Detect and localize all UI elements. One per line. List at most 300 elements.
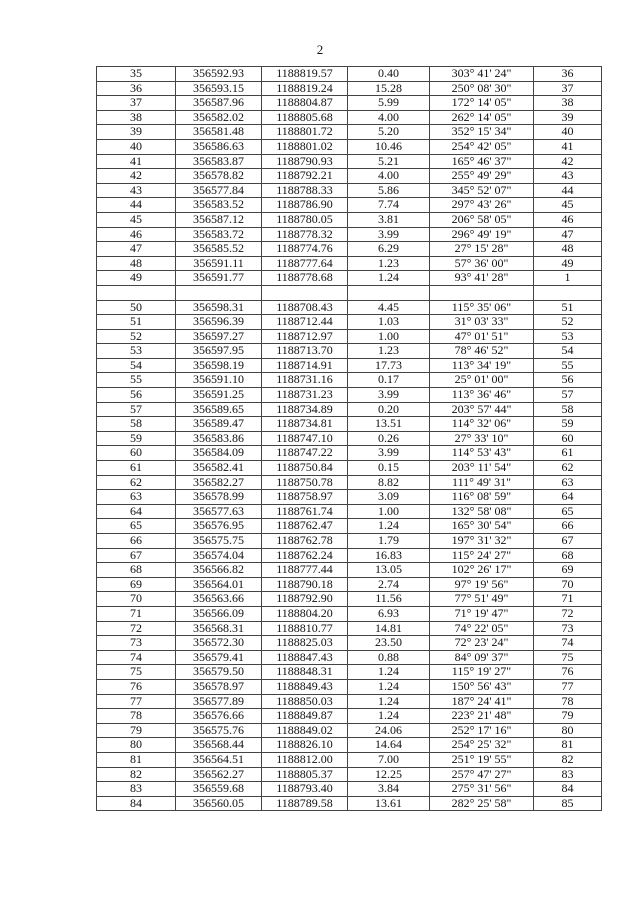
- y-coordinate-cell: 1188849.87: [262, 709, 348, 724]
- table-row: [97, 417, 602, 432]
- table-row: [97, 242, 602, 257]
- table-row: [97, 329, 602, 344]
- table-row: [97, 534, 602, 549]
- x-coordinate-cell: 356583.87: [176, 154, 262, 169]
- x-coordinate-cell: 356582.41: [176, 461, 262, 476]
- point-number-cell: 35: [97, 67, 176, 82]
- y-coordinate-cell: 1188731.23: [262, 388, 348, 403]
- bearing-cell: 114° 53' 43": [430, 446, 534, 461]
- y-coordinate-cell: 1188792.21: [262, 169, 348, 184]
- y-coordinate-cell: 1188849.43: [262, 679, 348, 694]
- point-number-cell: 44: [97, 198, 176, 213]
- point-number-cell: 54: [97, 358, 176, 373]
- table-row: [97, 475, 602, 490]
- x-coordinate-cell: 356578.99: [176, 490, 262, 505]
- bearing-cell: 257° 47' 27": [430, 767, 534, 782]
- x-coordinate-cell: 356581.48: [176, 125, 262, 140]
- table-row: [97, 665, 602, 680]
- next-point-cell: 75: [534, 650, 602, 665]
- x-coordinate-cell: 356563.66: [176, 592, 262, 607]
- bearing-cell: 172° 14' 05": [430, 96, 534, 111]
- y-coordinate-cell: 1188849.02: [262, 723, 348, 738]
- bearing-cell: [430, 285, 534, 300]
- y-coordinate-cell: 1188805.37: [262, 767, 348, 782]
- length-cell: 1.24: [348, 709, 430, 724]
- table-row: [97, 96, 602, 111]
- bearing-cell: 25° 01' 00": [430, 373, 534, 388]
- point-number-cell: 61: [97, 461, 176, 476]
- bearing-cell: 203° 57' 44": [430, 402, 534, 417]
- x-coordinate-cell: 356598.19: [176, 358, 262, 373]
- bearing-cell: 27° 15' 28": [430, 242, 534, 257]
- table-row: [97, 709, 602, 724]
- next-point-cell: 1: [534, 271, 602, 286]
- next-point-cell: 53: [534, 329, 602, 344]
- point-number-cell: 76: [97, 679, 176, 694]
- y-coordinate-cell: 1188790.93: [262, 154, 348, 169]
- bearing-cell: 71° 19' 47": [430, 606, 534, 621]
- point-number-cell: 72: [97, 621, 176, 636]
- x-coordinate-cell: 356597.27: [176, 329, 262, 344]
- length-cell: 13.61: [348, 796, 430, 811]
- point-number-cell: 52: [97, 329, 176, 344]
- x-coordinate-cell: 356579.41: [176, 650, 262, 665]
- point-number-cell: 42: [97, 169, 176, 184]
- table-row: [97, 723, 602, 738]
- x-coordinate-cell: 356597.95: [176, 344, 262, 359]
- x-coordinate-cell: 356564.01: [176, 577, 262, 592]
- next-point-cell: [534, 285, 602, 300]
- y-coordinate-cell: 1188850.03: [262, 694, 348, 709]
- x-coordinate-cell: 356589.47: [176, 417, 262, 432]
- next-point-cell: 36: [534, 67, 602, 82]
- point-number-cell: 80: [97, 738, 176, 753]
- length-cell: 1.23: [348, 344, 430, 359]
- x-coordinate-cell: 356589.65: [176, 402, 262, 417]
- table-row: [97, 388, 602, 403]
- length-cell: 0.20: [348, 402, 430, 417]
- next-point-cell: 62: [534, 461, 602, 476]
- next-point-cell: 72: [534, 606, 602, 621]
- x-coordinate-cell: 356585.52: [176, 242, 262, 257]
- y-coordinate-cell: 1188731.16: [262, 373, 348, 388]
- next-point-cell: 47: [534, 227, 602, 242]
- x-coordinate-cell: 356562.27: [176, 767, 262, 782]
- point-number-cell: 55: [97, 373, 176, 388]
- table-row: [97, 358, 602, 373]
- next-point-cell: 41: [534, 139, 602, 154]
- length-cell: 3.99: [348, 227, 430, 242]
- x-coordinate-cell: 356568.31: [176, 621, 262, 636]
- length-cell: 17.73: [348, 358, 430, 373]
- point-number-cell: 58: [97, 417, 176, 432]
- y-coordinate-cell: 1188805.68: [262, 110, 348, 125]
- table-row: [97, 490, 602, 505]
- point-number-cell: 81: [97, 752, 176, 767]
- x-coordinate-cell: 356574.04: [176, 548, 262, 563]
- table-row: [97, 577, 602, 592]
- bearing-cell: 345° 52' 07": [430, 183, 534, 198]
- next-point-cell: 61: [534, 446, 602, 461]
- length-cell: 5.86: [348, 183, 430, 198]
- point-number-cell: 36: [97, 81, 176, 96]
- table-row: [97, 621, 602, 636]
- point-number-cell: 62: [97, 475, 176, 490]
- x-coordinate-cell: 356591.25: [176, 388, 262, 403]
- next-point-cell: 58: [534, 402, 602, 417]
- length-cell: 3.99: [348, 446, 430, 461]
- next-point-cell: 69: [534, 563, 602, 578]
- bearing-cell: 102° 26' 17": [430, 563, 534, 578]
- length-cell: 14.64: [348, 738, 430, 753]
- length-cell: [348, 285, 430, 300]
- bearing-cell: 282° 25' 58": [430, 796, 534, 811]
- length-cell: 2.74: [348, 577, 430, 592]
- x-coordinate-cell: 356575.76: [176, 723, 262, 738]
- page-number: 2: [316, 42, 324, 57]
- x-coordinate-cell: 356578.82: [176, 169, 262, 184]
- x-coordinate-cell: 356582.27: [176, 475, 262, 490]
- point-number-cell: 79: [97, 723, 176, 738]
- bearing-cell: 47° 01' 51": [430, 329, 534, 344]
- point-number-cell: 37: [97, 96, 176, 111]
- x-coordinate-cell: 356591.11: [176, 256, 262, 271]
- length-cell: 6.93: [348, 606, 430, 621]
- y-coordinate-cell: 1188777.44: [262, 563, 348, 578]
- length-cell: 5.99: [348, 96, 430, 111]
- x-coordinate-cell: 356593.15: [176, 81, 262, 96]
- bearing-cell: 254° 42' 05": [430, 139, 534, 154]
- next-point-cell: 79: [534, 709, 602, 724]
- point-number-cell: 41: [97, 154, 176, 169]
- next-point-cell: 78: [534, 694, 602, 709]
- x-coordinate-cell: [176, 285, 262, 300]
- x-coordinate-cell: 356564.51: [176, 752, 262, 767]
- next-point-cell: 49: [534, 256, 602, 271]
- point-number-cell: 84: [97, 796, 176, 811]
- point-number-cell: 78: [97, 709, 176, 724]
- next-point-cell: 55: [534, 358, 602, 373]
- table-row: [97, 679, 602, 694]
- table-row: [97, 563, 602, 578]
- length-cell: 5.21: [348, 154, 430, 169]
- point-number-cell: 69: [97, 577, 176, 592]
- bearing-cell: 115° 35' 06": [430, 300, 534, 315]
- x-coordinate-cell: 356583.72: [176, 227, 262, 242]
- y-coordinate-cell: 1188801.72: [262, 125, 348, 140]
- y-coordinate-cell: 1188761.74: [262, 504, 348, 519]
- x-coordinate-cell: 356566.09: [176, 606, 262, 621]
- point-number-cell: 56: [97, 388, 176, 403]
- length-cell: 4.00: [348, 110, 430, 125]
- y-coordinate-cell: [262, 285, 348, 300]
- length-cell: 23.50: [348, 636, 430, 651]
- bearing-cell: 297° 43' 26": [430, 198, 534, 213]
- y-coordinate-cell: 1188774.76: [262, 242, 348, 257]
- x-coordinate-cell: 356577.63: [176, 504, 262, 519]
- bearing-cell: 275° 31' 56": [430, 782, 534, 797]
- table-row: [97, 169, 602, 184]
- length-cell: 7.00: [348, 752, 430, 767]
- next-point-cell: 73: [534, 621, 602, 636]
- next-point-cell: 42: [534, 154, 602, 169]
- length-cell: 0.88: [348, 650, 430, 665]
- table-row: [97, 373, 602, 388]
- bearing-cell: 113° 34' 19": [430, 358, 534, 373]
- table-row: [97, 402, 602, 417]
- length-cell: 1.24: [348, 679, 430, 694]
- length-cell: 4.00: [348, 169, 430, 184]
- x-coordinate-cell: 356576.95: [176, 519, 262, 534]
- y-coordinate-cell: 1188848.31: [262, 665, 348, 680]
- bearing-cell: 254° 25' 32": [430, 738, 534, 753]
- point-number-cell: 50: [97, 300, 176, 315]
- y-coordinate-cell: 1188788.33: [262, 183, 348, 198]
- length-cell: 1.00: [348, 504, 430, 519]
- length-cell: 24.06: [348, 723, 430, 738]
- y-coordinate-cell: 1188790.18: [262, 577, 348, 592]
- point-number-cell: 38: [97, 110, 176, 125]
- y-coordinate-cell: 1188804.20: [262, 606, 348, 621]
- point-number-cell: 74: [97, 650, 176, 665]
- next-point-cell: 67: [534, 534, 602, 549]
- table-row: [97, 139, 602, 154]
- next-point-cell: 68: [534, 548, 602, 563]
- table-row: [97, 67, 602, 82]
- bearing-cell: 74° 22' 05": [430, 621, 534, 636]
- length-cell: 7.74: [348, 198, 430, 213]
- table-row: [97, 694, 602, 709]
- bearing-cell: 72° 23' 24": [430, 636, 534, 651]
- bearing-cell: 114° 32' 06": [430, 417, 534, 432]
- x-coordinate-cell: 356579.50: [176, 665, 262, 680]
- bearing-cell: 187° 24' 41": [430, 694, 534, 709]
- table-row: [97, 183, 602, 198]
- point-number-cell: 67: [97, 548, 176, 563]
- point-number-cell: 43: [97, 183, 176, 198]
- y-coordinate-cell: 1188750.84: [262, 461, 348, 476]
- x-coordinate-cell: 356559.68: [176, 782, 262, 797]
- y-coordinate-cell: 1188789.58: [262, 796, 348, 811]
- table-row: [97, 344, 602, 359]
- table-row: [97, 636, 602, 651]
- y-coordinate-cell: 1188747.22: [262, 446, 348, 461]
- table-row: [97, 796, 602, 811]
- length-cell: 4.45: [348, 300, 430, 315]
- point-number-cell: 57: [97, 402, 176, 417]
- coordinates-table: [96, 66, 602, 811]
- next-point-cell: 46: [534, 212, 602, 227]
- bearing-cell: 116° 08' 59": [430, 490, 534, 505]
- next-point-cell: 43: [534, 169, 602, 184]
- length-cell: 1.00: [348, 329, 430, 344]
- bearing-cell: 31° 03' 33": [430, 315, 534, 330]
- point-number-cell: 60: [97, 446, 176, 461]
- table-row: [97, 154, 602, 169]
- next-point-cell: 54: [534, 344, 602, 359]
- bearing-cell: 352° 15' 34": [430, 125, 534, 140]
- table-row: [97, 271, 602, 286]
- length-cell: 16.83: [348, 548, 430, 563]
- table-row: [97, 227, 602, 242]
- y-coordinate-cell: 1188847.43: [262, 650, 348, 665]
- bearing-cell: 150° 56' 43": [430, 679, 534, 694]
- point-number-cell: 45: [97, 212, 176, 227]
- next-point-cell: 71: [534, 592, 602, 607]
- next-point-cell: 63: [534, 475, 602, 490]
- y-coordinate-cell: 1188747.10: [262, 431, 348, 446]
- coordinates-table-body: [97, 67, 602, 811]
- bearing-cell: 206° 58' 05": [430, 212, 534, 227]
- bearing-cell: 27° 33' 10": [430, 431, 534, 446]
- bearing-cell: 197° 31' 32": [430, 534, 534, 549]
- point-number-cell: 65: [97, 519, 176, 534]
- bearing-cell: 115° 19' 27": [430, 665, 534, 680]
- table-row: [97, 198, 602, 213]
- length-cell: 1.03: [348, 315, 430, 330]
- length-cell: 3.09: [348, 490, 430, 505]
- next-point-cell: 39: [534, 110, 602, 125]
- table-row: [97, 519, 602, 534]
- point-number-cell: 59: [97, 431, 176, 446]
- next-point-cell: 85: [534, 796, 602, 811]
- table-row: [97, 461, 602, 476]
- length-cell: 5.20: [348, 125, 430, 140]
- x-coordinate-cell: 356578.97: [176, 679, 262, 694]
- bearing-cell: 203° 11' 54": [430, 461, 534, 476]
- length-cell: 10.46: [348, 139, 430, 154]
- bearing-cell: 165° 46' 37": [430, 154, 534, 169]
- x-coordinate-cell: 356596.39: [176, 315, 262, 330]
- y-coordinate-cell: 1188708.43: [262, 300, 348, 315]
- y-coordinate-cell: 1188778.68: [262, 271, 348, 286]
- length-cell: 6.29: [348, 242, 430, 257]
- y-coordinate-cell: 1188778.32: [262, 227, 348, 242]
- bearing-cell: 77° 51' 49": [430, 592, 534, 607]
- length-cell: 1.24: [348, 271, 430, 286]
- x-coordinate-cell: 356560.05: [176, 796, 262, 811]
- x-coordinate-cell: 356583.52: [176, 198, 262, 213]
- table-row: [97, 81, 602, 96]
- point-number-cell: 40: [97, 139, 176, 154]
- y-coordinate-cell: 1188801.02: [262, 139, 348, 154]
- y-coordinate-cell: 1188812.00: [262, 752, 348, 767]
- bearing-cell: 97° 19' 56": [430, 577, 534, 592]
- table-row: [97, 212, 602, 227]
- table-row: [97, 738, 602, 753]
- y-coordinate-cell: 1188804.87: [262, 96, 348, 111]
- bearing-cell: 57° 36' 00": [430, 256, 534, 271]
- bearing-cell: 115° 24' 27": [430, 548, 534, 563]
- length-cell: 3.84: [348, 782, 430, 797]
- point-number-cell: 46: [97, 227, 176, 242]
- bearing-cell: 132° 58' 08": [430, 504, 534, 519]
- next-point-cell: 40: [534, 125, 602, 140]
- length-cell: 13.51: [348, 417, 430, 432]
- y-coordinate-cell: 1188758.97: [262, 490, 348, 505]
- next-point-cell: 51: [534, 300, 602, 315]
- point-number-cell: 68: [97, 563, 176, 578]
- table-row: [97, 125, 602, 140]
- next-point-cell: 80: [534, 723, 602, 738]
- y-coordinate-cell: 1188777.64: [262, 256, 348, 271]
- next-point-cell: 74: [534, 636, 602, 651]
- table-row: [97, 767, 602, 782]
- bearing-cell: 111° 49' 31": [430, 475, 534, 490]
- point-number-cell: 48: [97, 256, 176, 271]
- length-cell: 1.24: [348, 519, 430, 534]
- bearing-cell: 113° 36' 46": [430, 388, 534, 403]
- x-coordinate-cell: 356572.30: [176, 636, 262, 651]
- bearing-cell: 252° 17' 16": [430, 723, 534, 738]
- bearing-cell: 250° 08' 30": [430, 81, 534, 96]
- y-coordinate-cell: 1188826.10: [262, 738, 348, 753]
- y-coordinate-cell: 1188825.03: [262, 636, 348, 651]
- x-coordinate-cell: 356584.09: [176, 446, 262, 461]
- y-coordinate-cell: 1188712.97: [262, 329, 348, 344]
- point-number-cell: 71: [97, 606, 176, 621]
- bearing-cell: 255° 49' 29": [430, 169, 534, 184]
- next-point-cell: 38: [534, 96, 602, 111]
- next-point-cell: 84: [534, 782, 602, 797]
- length-cell: 1.24: [348, 694, 430, 709]
- point-number-cell: 75: [97, 665, 176, 680]
- y-coordinate-cell: 1188792.90: [262, 592, 348, 607]
- table-row: [97, 256, 602, 271]
- next-point-cell: 64: [534, 490, 602, 505]
- x-coordinate-cell: 356583.86: [176, 431, 262, 446]
- bearing-cell: 165° 30' 54": [430, 519, 534, 534]
- blank-separator-row: [97, 285, 602, 300]
- length-cell: 8.82: [348, 475, 430, 490]
- x-coordinate-cell: 356586.63: [176, 139, 262, 154]
- length-cell: 3.99: [348, 388, 430, 403]
- next-point-cell: 60: [534, 431, 602, 446]
- next-point-cell: 56: [534, 373, 602, 388]
- x-coordinate-cell: 356575.75: [176, 534, 262, 549]
- x-coordinate-cell: 356587.96: [176, 96, 262, 111]
- length-cell: 14.81: [348, 621, 430, 636]
- next-point-cell: 66: [534, 519, 602, 534]
- next-point-cell: 65: [534, 504, 602, 519]
- y-coordinate-cell: 1188810.77: [262, 621, 348, 636]
- next-point-cell: 77: [534, 679, 602, 694]
- length-cell: 1.24: [348, 665, 430, 680]
- y-coordinate-cell: 1188762.47: [262, 519, 348, 534]
- length-cell: 12.25: [348, 767, 430, 782]
- x-coordinate-cell: 356582.02: [176, 110, 262, 125]
- point-number-cell: 77: [97, 694, 176, 709]
- table-row: [97, 300, 602, 315]
- point-number-cell: 66: [97, 534, 176, 549]
- y-coordinate-cell: 1188780.05: [262, 212, 348, 227]
- table-row: [97, 315, 602, 330]
- table-row: [97, 650, 602, 665]
- y-coordinate-cell: 1188786.90: [262, 198, 348, 213]
- bearing-cell: 78° 46' 52": [430, 344, 534, 359]
- table-row: [97, 548, 602, 563]
- point-number-cell: 83: [97, 782, 176, 797]
- y-coordinate-cell: 1188819.57: [262, 67, 348, 82]
- next-point-cell: 81: [534, 738, 602, 753]
- y-coordinate-cell: 1188762.78: [262, 534, 348, 549]
- x-coordinate-cell: 356577.84: [176, 183, 262, 198]
- bearing-cell: 251° 19' 55": [430, 752, 534, 767]
- next-point-cell: 45: [534, 198, 602, 213]
- length-cell: 1.23: [348, 256, 430, 271]
- bearing-cell: 93° 41' 28": [430, 271, 534, 286]
- x-coordinate-cell: 356568.44: [176, 738, 262, 753]
